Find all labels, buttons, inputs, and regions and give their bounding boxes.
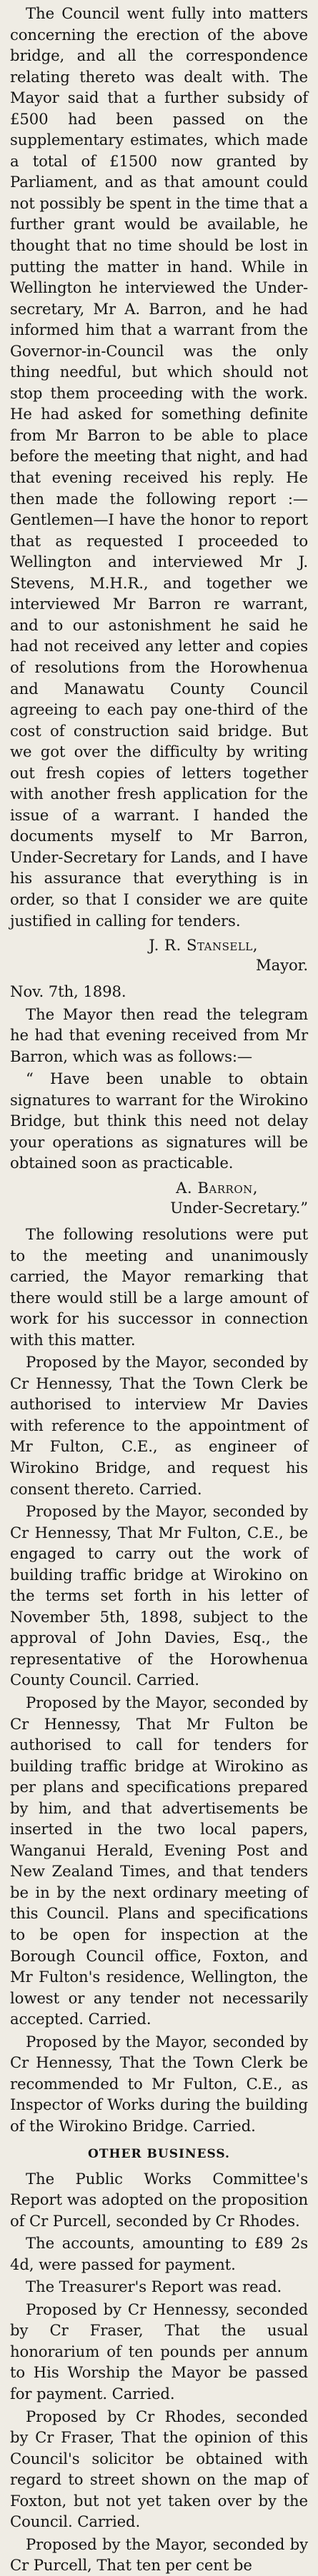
- resolution-paragraph: Proposed by the Mayor, seconded by Cr Hennessy, That Mr Fulton be authorised to call for tenders for building traffic bridge at Wirokino as per plans and specifications prepared by him, and that advertisements be inserted in the two local papers, Wanganui Herald, Evening Post and New Zealand Times, and that tenders be in by the next ordinary meeting of this Council. Plans and specifications to be open for inspection at the Borough Council office, Foxton, and Mr Fulton's residence, Wellington, the lowest or any tender not necessarily accepted. Carried.: [10, 1694, 308, 2028]
- resolution-paragraph: Proposed by the Mayor, seconded by Cr Hennessy, That the Town Clerk be recommended to Mr Fulton, C.E., as Inspector of Works during the building of the Wirokino Bridge. Carried.: [10, 2032, 308, 2135]
- other-business-paragraph: Proposed by the Mayor, seconded by Cr Purcell, That ten per cent be: [10, 2535, 308, 2575]
- signature-title: Under-Secretary.”: [170, 1198, 308, 1217]
- other-business-paragraph: Proposed by Cr Hennessy, seconded by Cr Fraser, That the usual honorarium of ten pounds per annum to His Worship the Mayor be passed for payment. Carried.: [10, 2300, 308, 2403]
- other-business-paragraph: The accounts, amounting to £89 2s 4d, were passed for payment.: [10, 2234, 308, 2273]
- other-business-heading: OTHER BUSINESS.: [88, 2146, 230, 2161]
- other-business-paragraph: The Treasurer's Report was read.: [26, 2278, 282, 2296]
- signature-name: A. Barron,: [176, 1178, 258, 1197]
- resolution-paragraph: Proposed by the Mayor, seconded by Cr Hennessy, That the Town Clerk be authorised to interview Mr Davies with reference to the appointment of Mr Fulton, C.E., as engineer of Wirokino Bridge, and request his consent thereto. Carried.: [10, 1353, 308, 1498]
- under-secretary-signature: [10, 1178, 308, 1218]
- other-business-paragraph: The Public Works Committee's Report was adopted on the proposition of Cr Purcell, seconded by Cr Rhodes.: [10, 2169, 308, 2230]
- report-date: Nov. 7th, 1898.: [10, 982, 126, 1001]
- other-business-paragraph: Proposed by Cr Rhodes, seconded by Cr Fraser, That the opinion of this Council's solicitor be obtained with regard to street shown on the map of Foxton, but not yet taken over by the Council. Carried.: [10, 2407, 308, 2531]
- mayor-signature: [10, 935, 308, 975]
- resolutions-intro-paragraph: The following resolutions were put to the meeting and unanimously carried, the Mayor remarking that there would still be a large amount of work for his successor in connection with this matter.: [10, 1224, 308, 1349]
- telegram-text: “ Have been unable to obtain signatures to warrant for the Wirokino Bridge, but think this need not delay your operations as signatures will be obtained soon as practicable.: [10, 1070, 308, 1172]
- intro-paragraph: The Council went fully into matters concerning the erection of the above bridge, and all the correspondence relating thereto was dealt with. The Mayor said that a further subsidy of £500 had been passed on the supplementary estimates, which made a total of £1500 now granted by Parliament, and as that amount could not possibly be spent in the time that a further grant would be available, he thought that no time should be lost in putting the matter in hand. While in Wellington he interviewed the Under-secretary, Mr A. Barron, and he had informed him that a warrant from the Governor-in-Council was the only thing needful, but which should not stop them proceeding with the work. He had asked for something definite from Mr Barron to be able to place before the meeting that night, and had that evening received his reply. He then made the following report :— Gentlemen—I have the honor to report that as requested I proceeded to Wellington and interviewed Mr J. Stevens, M.H.R., and together we interviewed Mr Barron re warrant, and to our astonishment he said he had not received any letter and copies of resolutions from the Horowhenua and Manawatu County Council agreeing to each pay one-third of the cost of construction said bridge. But we got over the difficulty by writing out fresh copies of letters together with another fresh application for the issue of a warrant. I handed the documents myself to Mr Barron, Under-Secretary for Lands, and I have his assurance that everything is in order, so that I consider we are quite justified in calling for tenders.: [10, 4, 308, 930]
- signature-name: J. R. Stansell,: [149, 936, 258, 955]
- signature-title: Mayor.: [256, 956, 308, 975]
- resolution-paragraph: Proposed by the Mayor, seconded by Cr Hennessy, That Mr Fulton, C.E., be engaged to carry out the work of building traffic bridge at Wirokino on the terms set forth in his letter of November 5th, 1898, subject to the approval of John Davies, Esq., the representative of the Horowhenua County Council. Carried.: [10, 1502, 308, 1689]
- telegram-intro-paragraph: The Mayor then read the telegram he had that evening received from Mr Barron, which was as follows:—: [10, 1005, 308, 1065]
